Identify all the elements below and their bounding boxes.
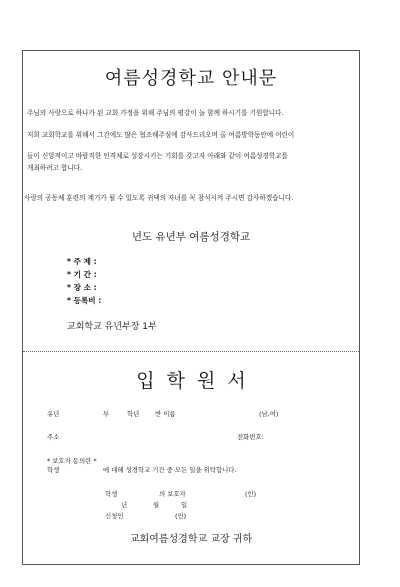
applicant-label: 신청인 <box>105 512 124 520</box>
guardian-label: 의 보호자 <box>159 490 186 498</box>
notice-line-2: 저희 교회학교를 위해서 그간에도 많은 협조해주심에 감사드리오며 올 여름방학동안에 어린이 <box>27 131 295 139</box>
field-place: * 장 소 : <box>67 283 97 292</box>
date-day-label: 일 <box>181 501 188 509</box>
row1-gender-label: (남,여) <box>259 410 279 418</box>
consent-heading: * 보호자 동의란 * <box>47 457 97 465</box>
row1-grade-label: 유년 <box>47 410 60 418</box>
row1-year-label: 학년 <box>127 410 140 418</box>
field-theme: * 주 제 : <box>67 257 97 266</box>
date-year-label: 년 <box>121 501 128 509</box>
notice-title: 여름성경학교 안내문 <box>104 68 278 89</box>
phone-label: 전화번호: <box>237 433 264 441</box>
guardian-student-label: 학생 <box>105 490 118 498</box>
applicant-seal: (인) <box>175 512 187 520</box>
consent-student-label: 학생 <box>47 466 60 474</box>
consent-text: 에 대해 성경학교 기간 중 모든 일을 위탁합니다. <box>103 466 237 474</box>
date-month-label: 월 <box>153 501 160 509</box>
notice-line-3: 들이 신앙적이고 바람직한 인격체로 성장시키는 기회를 갖고자 아래와 같이 여름성경학교를 <box>27 152 288 160</box>
field-fee: * 등록비 : <box>67 296 102 305</box>
row1-class-name-label: 반 이름 <box>155 410 176 418</box>
notice-line-5: 사랑의 공동체 훈련의 계기가 될 수 있도록 귀댁의 자녀를 꼭 참석시켜 주시면 감사하겠습니다. <box>24 194 294 202</box>
closing-line: 교회여름성경학교 교장 귀하 <box>129 534 253 545</box>
address-label: 주소 <box>47 433 60 441</box>
notice-signature: 교회학교 유년부장 1부 <box>67 322 157 332</box>
year-line: 년도 유년부 여름성경학교 <box>131 231 251 243</box>
row1-dept-label: 부 <box>103 410 110 418</box>
document-frame <box>22 50 360 565</box>
notice-line-1: 주님의 사랑으로 하나가 된 교회 가정을 위해 주님의 평강이 늘 함께 하시기를 기원합니다. <box>27 109 284 117</box>
application-title: 입학원서 <box>136 370 258 392</box>
notice-line-4: 개최하려고 합니다. <box>27 164 83 172</box>
field-period: * 기 간 : <box>67 270 97 279</box>
guardian-seal: (인) <box>245 490 257 498</box>
cut-line <box>23 351 359 352</box>
